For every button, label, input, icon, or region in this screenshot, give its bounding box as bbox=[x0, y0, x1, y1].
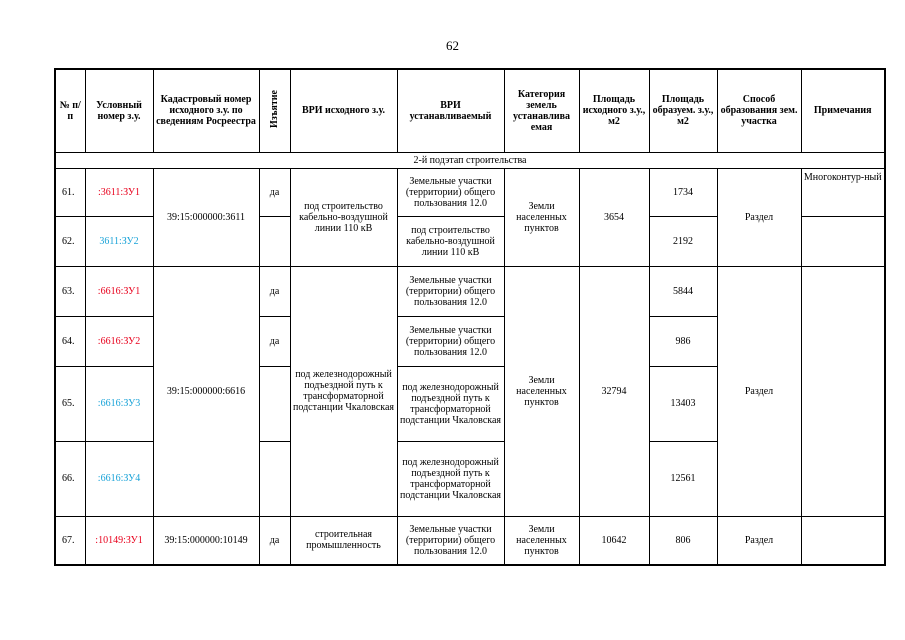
row-seizure bbox=[259, 216, 290, 266]
header-seizure: Изъятие bbox=[269, 90, 280, 129]
table-header-row bbox=[55, 69, 885, 152]
row-cadastral: 39:15:000000:10149 bbox=[153, 516, 259, 565]
row-area: 1734 bbox=[649, 168, 717, 216]
header-vri-set: ВРИ устанавливаемый bbox=[397, 69, 504, 152]
row-num: 67. bbox=[55, 516, 85, 565]
stage-title: 2-й подэтап строительства bbox=[55, 152, 885, 168]
header-vri-source: ВРИ исходного з.у. bbox=[290, 69, 397, 152]
table-row bbox=[55, 516, 885, 565]
row-vri-source: под железнодорожный подъездной путь к трансформаторной подстанции Чкаловская bbox=[290, 266, 397, 516]
row-code: 3611:ЗУ2 bbox=[85, 216, 153, 266]
row-vri-set: Земельные участки (территории) общего пользования 12.0 bbox=[397, 316, 504, 366]
row-code: :6616:ЗУ4 bbox=[85, 441, 153, 516]
row-area: 806 bbox=[649, 516, 717, 565]
row-note: Многоконтур-ный bbox=[801, 168, 885, 216]
header-seizure-cell bbox=[259, 69, 290, 152]
row-code: :6616:ЗУ1 bbox=[85, 266, 153, 316]
header-num: № п/п bbox=[55, 69, 85, 152]
header-cadastral: Кадастровый номер исходного з.у. по сведениям Росреестра bbox=[153, 69, 259, 152]
stage-row bbox=[55, 152, 885, 168]
header-category: Категория земель устанавлива емая bbox=[504, 69, 579, 152]
row-seizure: да bbox=[259, 316, 290, 366]
row-method: Раздел bbox=[717, 266, 801, 516]
row-vri-set: под железнодорожный подъездной путь к трансформаторной подстанции Чкаловская bbox=[397, 366, 504, 441]
row-seizure bbox=[259, 366, 290, 441]
header-method: Способ образования зем. участка bbox=[717, 69, 801, 152]
header-area-source: Площадь исходного з.у., м2 bbox=[579, 69, 649, 152]
table-row bbox=[55, 266, 885, 316]
row-area: 2192 bbox=[649, 216, 717, 266]
page-number: 62 bbox=[446, 38, 459, 53]
row-vri-set: под строительство кабельно-воздушной линии 110 кВ bbox=[397, 216, 504, 266]
row-category: Земли населенных пунктов bbox=[504, 168, 579, 266]
row-area: 5844 bbox=[649, 266, 717, 316]
row-num: 62. bbox=[55, 216, 85, 266]
land-plots-table bbox=[54, 68, 886, 566]
row-vri-set: Земельные участки (территории) общего пользования 12.0 bbox=[397, 266, 504, 316]
row-area-source: 32794 bbox=[579, 266, 649, 516]
row-seizure: да bbox=[259, 516, 290, 565]
row-seizure: да bbox=[259, 168, 290, 216]
row-num: 63. bbox=[55, 266, 85, 316]
row-vri-set: Земельные участки (территории) общего пользования 12.0 bbox=[397, 516, 504, 565]
row-vri-source: строительная промышленность bbox=[290, 516, 397, 565]
row-cadastral: 39:15:000000:6616 bbox=[153, 266, 259, 516]
row-code: :6616:ЗУ3 bbox=[85, 366, 153, 441]
header-cond-number: Условный номер з.у. bbox=[85, 69, 153, 152]
row-area: 12561 bbox=[649, 441, 717, 516]
row-area-source: 10642 bbox=[579, 516, 649, 565]
row-cadastral: 39:15:000000:3611 bbox=[153, 168, 259, 266]
row-category: Земли населенных пунктов bbox=[504, 516, 579, 565]
row-note bbox=[801, 216, 885, 266]
row-note bbox=[801, 266, 885, 516]
row-code: :6616:ЗУ2 bbox=[85, 316, 153, 366]
header-notes: Примечания bbox=[801, 69, 885, 152]
row-code: :10149:ЗУ1 bbox=[85, 516, 153, 565]
row-num: 65. bbox=[55, 366, 85, 441]
row-area-source: 3654 bbox=[579, 168, 649, 266]
row-vri-set: Земельные участки (территории) общего пользования 12.0 bbox=[397, 168, 504, 216]
row-num: 64. bbox=[55, 316, 85, 366]
row-area: 986 bbox=[649, 316, 717, 366]
header-area-formed: Площадь образуем. з.у., м2 bbox=[649, 69, 717, 152]
row-num: 61. bbox=[55, 168, 85, 216]
table-row bbox=[55, 168, 885, 216]
row-vri-source: под строительство кабельно-воздушной линии 110 кВ bbox=[290, 168, 397, 266]
row-note bbox=[801, 516, 885, 565]
row-method: Раздел bbox=[717, 516, 801, 565]
row-category: Земли населенных пунктов bbox=[504, 266, 579, 516]
row-area: 13403 bbox=[649, 366, 717, 441]
row-code: :3611:ЗУ1 bbox=[85, 168, 153, 216]
row-method: Раздел bbox=[717, 168, 801, 266]
row-vri-set: под железнодорожный подъездной путь к трансформаторной подстанции Чкаловская bbox=[397, 441, 504, 516]
row-num: 66. bbox=[55, 441, 85, 516]
row-seizure: да bbox=[259, 266, 290, 316]
row-seizure bbox=[259, 441, 290, 516]
